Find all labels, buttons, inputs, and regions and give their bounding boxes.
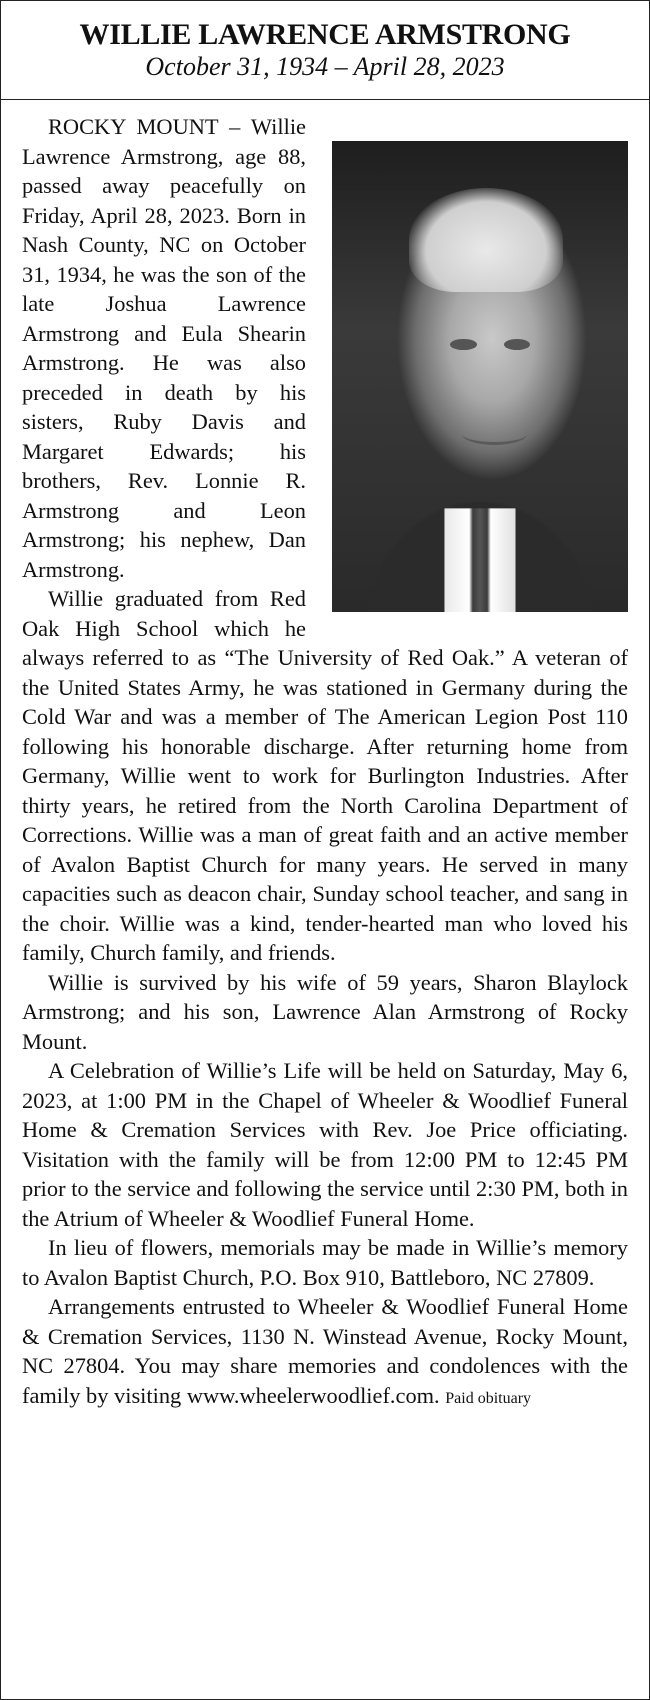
obituary-body xyxy=(22,112,628,1413)
arrangements-text: Arrangements entrusted to Wheeler & Woodlief Funeral Home & Cremation Services, 1130 N. Winstead Avenue, Rocky Mount, NC 27804. You may share memories and condolences with the family by visiting www.wheelerwoodlief.com. xyxy=(22,1294,628,1408)
portrait-smile xyxy=(462,424,527,446)
paragraph-arrangements xyxy=(22,1292,628,1413)
portrait-hair xyxy=(409,188,563,292)
header-divider xyxy=(0,99,650,100)
portrait-right-eye xyxy=(504,339,531,350)
paragraph-survivors: Willie is survived by his wife of 59 years, Sharon Blaylock Armstrong; and his son, Lawrence Alan Armstrong of Rocky Mount. xyxy=(22,969,628,1054)
portrait-photo xyxy=(332,141,628,612)
paragraph-intro: ROCKY MOUNT – Willie Lawrence Armstrong, age 88, passed away peacefully on Friday, April 28, 2023. Born in Nash County, NC on October 31, 1934, he was the son of the late Joshua Lawrence Armstrong and Eula Shearin Armstrong. He was also preceded in death by his sisters, Ruby Davis and Margaret Edwards; his brothers, Rev. Lonnie R. Armstrong and Leon Armstrong; his nephew, Dan Armstrong. xyxy=(22,114,306,582)
portrait-left-eye xyxy=(450,339,477,350)
life-dates: October 31, 1934 – April 28, 2023 xyxy=(145,52,505,81)
paragraph-service: A Celebration of Willie’s Life will be held on Saturday, May 6, 2023, at 1:00 PM in the Chapel of Wheeler & Woodlief Funeral Home & Cremation Services with Rev. Joe Price officiating. Visitation with the family will be from 12:00 PM to 12:45 PM prior to the service and following the service until 2:30 PM, both in the Atrium of Wheeler & Woodlief Funeral Home. xyxy=(22,1058,628,1231)
paragraph-life: Willie graduated from Red Oak High School which he always referred to as “The University of Red Oak.” A veteran of the United States Army, he was stationed in Germany during the Cold War and was a member of The American Legion Post 110 following his honorable discharge. After returning home from Germany, Willie went to work for Burlington Industries. After thirty years, he retired from the North Carolina Department of Corrections. Willie was a man of great faith and an active member of Avalon Baptist Church for many years. He served in many capacities such as deacon chair, Sunday school teacher, and sang in the choir. Willie was a kind, tender-hearted man who loved his family, Church family, and friends. xyxy=(22,586,628,965)
portrait-collar-tie xyxy=(444,508,515,612)
paid-obituary-note: Paid obituary xyxy=(445,1389,532,1407)
paragraph-memorials: In lieu of flowers, memorials may be made in Willie’s memory to Avalon Baptist Church, P.O. Box 910, Battleboro, NC 27809. xyxy=(22,1235,628,1290)
obituary-header xyxy=(0,18,650,82)
obituary-title: WILLIE LAWRENCE ARMSTRONG xyxy=(79,18,571,51)
